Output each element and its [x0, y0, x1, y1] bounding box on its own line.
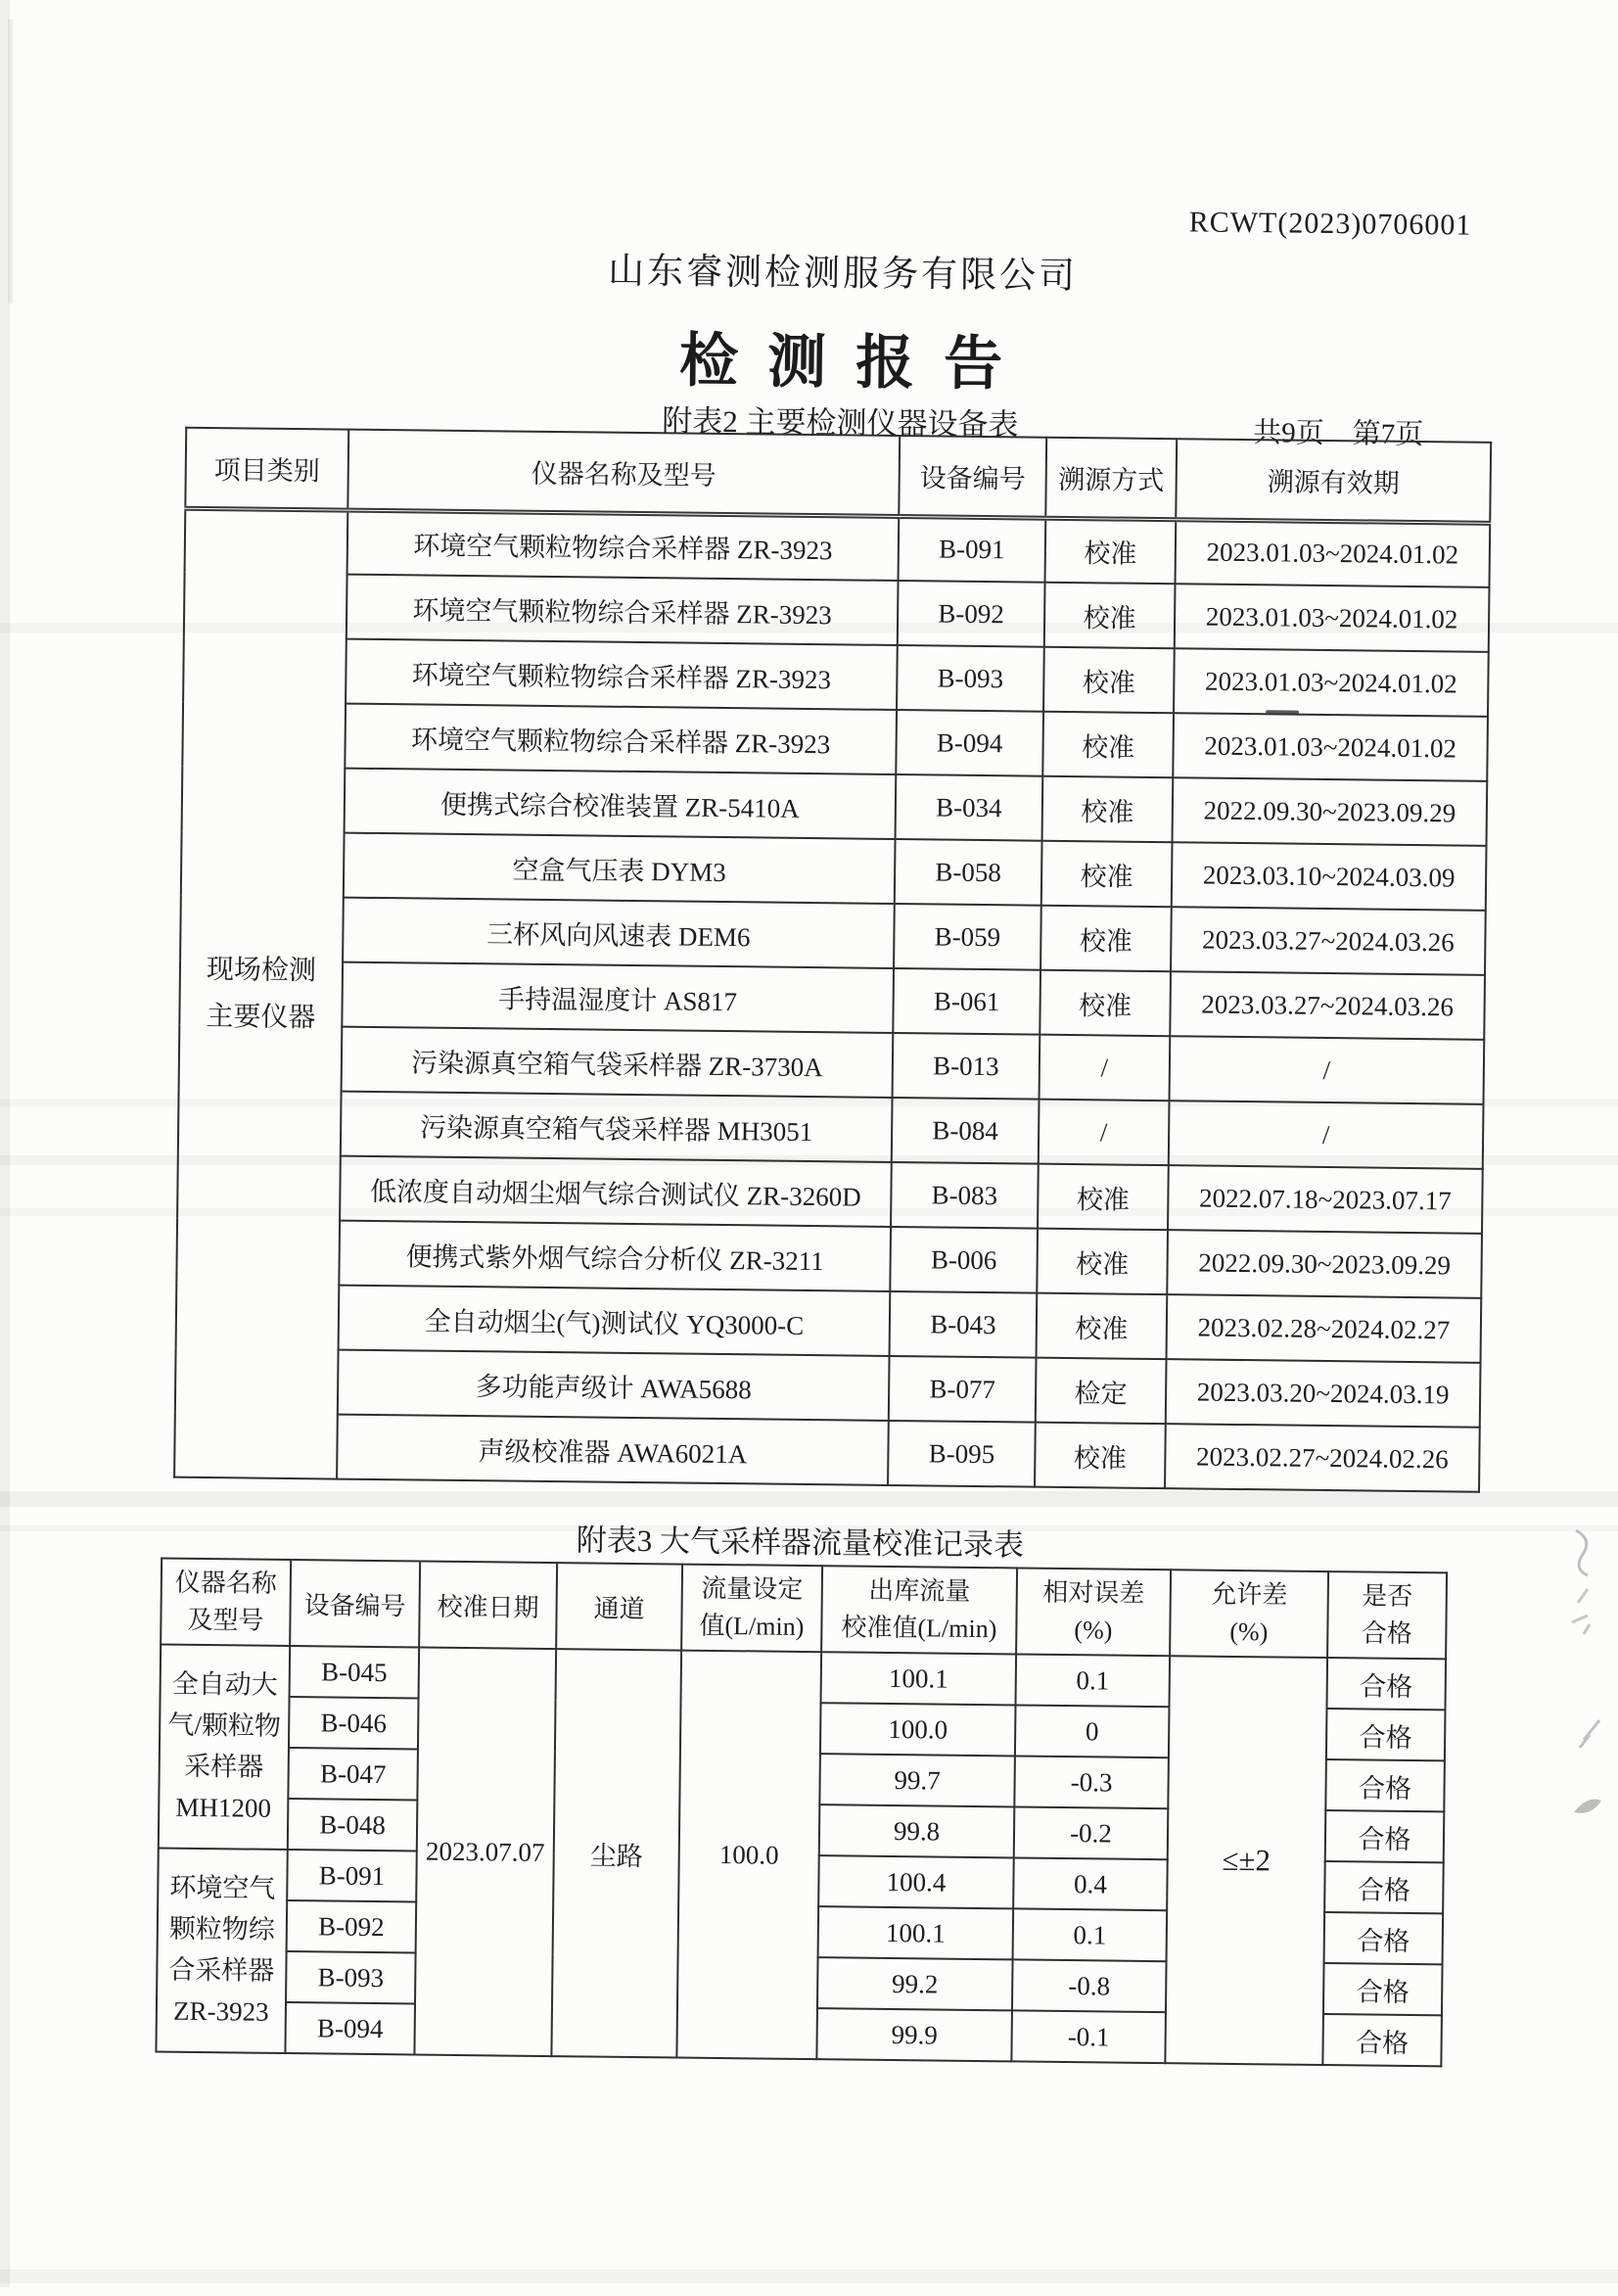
- validity-cell: 2022.07.18~2023.07.17: [1168, 1165, 1483, 1234]
- instrument-name-cell: 空盒气压表 DYM3: [344, 833, 896, 904]
- trace-method-cell: 校准: [1044, 583, 1176, 649]
- instrument-name-cell: 便携式综合校准装置 ZR-5410A: [345, 769, 897, 839]
- trace-method-cell: 校准: [1037, 1229, 1168, 1295]
- trace-method-cell: 校准: [1043, 647, 1175, 714]
- table-header-row: [185, 428, 1491, 523]
- trace-method-cell: 校准: [1038, 1164, 1169, 1231]
- result-cell: 合格: [1323, 1963, 1443, 2015]
- device-code-cell: B-093: [897, 645, 1044, 712]
- device-code-cell: B-046: [289, 1697, 419, 1749]
- result-cell: 合格: [1324, 1912, 1444, 1964]
- report-number: RCWT(2023)0706001: [1188, 206, 1472, 242]
- measured-flow-cell: 100.1: [821, 1652, 1017, 1705]
- scan-dash-artifact: [1266, 710, 1299, 714]
- trace-method-cell: 校准: [1040, 906, 1172, 972]
- result-cell: 合格: [1324, 1861, 1444, 1913]
- device-code-cell: B-092: [898, 581, 1045, 647]
- instrument-name-cell: 污染源真空箱气袋采样器 ZR-3730A: [342, 1027, 894, 1098]
- validity-cell: 2023.03.27~2024.03.26: [1171, 907, 1486, 975]
- device-code-cell: B-048: [288, 1799, 418, 1851]
- trace-method-cell: 检定: [1036, 1358, 1167, 1425]
- device-code-cell: B-083: [891, 1162, 1039, 1229]
- instrument-name-cell: 环境空气颗粒物综合采样器 ZR-3923: [346, 639, 898, 710]
- flow-calibration-table: [155, 1558, 1448, 2068]
- col-header-channel: 通道: [556, 1563, 682, 1650]
- instrument-group-cell: 环境空气 颗粒物综 合采样器 ZR-3923: [156, 1849, 287, 2053]
- trace-method-cell: 校准: [1040, 970, 1171, 1037]
- validity-cell: 2023.03.10~2024.03.09: [1172, 842, 1487, 911]
- instrument-name-cell: 环境空气颗粒物综合采样器 ZR-3923: [345, 704, 897, 774]
- relative-error-cell: 0.1: [1016, 1654, 1171, 1707]
- col-header-category: 项目类别: [185, 428, 348, 510]
- trace-method-cell: /: [1040, 1035, 1171, 1101]
- channel-cell: 尘路: [551, 1649, 681, 2057]
- device-code-cell: B-091: [287, 1850, 417, 1901]
- result-cell: 合格: [1326, 1709, 1446, 1760]
- validity-cell: 2023.01.03~2024.01.02: [1175, 584, 1490, 652]
- col-header-allowed: 允许差 (%): [1170, 1570, 1328, 1658]
- device-code-cell: B-059: [894, 904, 1041, 970]
- device-code-cell: B-094: [285, 2002, 415, 2054]
- device-code-cell: B-077: [889, 1356, 1037, 1423]
- relative-error-cell: -0.8: [1012, 1959, 1167, 2012]
- category-cell: 现场检测 主要仪器: [174, 508, 347, 1479]
- device-code-cell: B-006: [890, 1227, 1038, 1293]
- col-header-measured: 出库流量 校准值(L/min): [821, 1566, 1017, 1654]
- instrument-name-cell: 三杯风向风速表 DEM6: [343, 898, 895, 968]
- relative-error-cell: -0.3: [1014, 1756, 1169, 1808]
- validity-cell: 2023.01.03~2024.01.02: [1176, 519, 1491, 587]
- measured-flow-cell: 99.2: [817, 1957, 1013, 2010]
- device-code-cell: B-084: [892, 1098, 1040, 1164]
- company-name: 山东睿测检测服务有限公司: [607, 251, 1079, 298]
- validity-cell: /: [1170, 1036, 1485, 1104]
- device-code-cell: B-095: [888, 1421, 1036, 1487]
- validity-cell: 2022.09.30~2023.09.29: [1173, 777, 1488, 846]
- device-code-cell: B-013: [893, 1033, 1040, 1100]
- device-code-cell: B-091: [899, 516, 1046, 583]
- measured-flow-cell: 100.4: [818, 1855, 1014, 1908]
- relative-error-cell: 0.4: [1013, 1857, 1168, 1910]
- validity-cell: /: [1169, 1101, 1484, 1169]
- col-header-result: 是否 合格: [1327, 1571, 1447, 1659]
- col-header-instrument: 仪器名称 及型号: [161, 1559, 291, 1646]
- device-code-cell: B-058: [895, 839, 1042, 906]
- validity-cell: 2023.02.27~2024.02.26: [1165, 1424, 1480, 1492]
- instrument-name-cell: 手持温湿度计 AS817: [342, 962, 894, 1033]
- instrument-name-cell: 全自动烟尘(气)测试仪 YQ3000-C: [339, 1286, 891, 1356]
- instrument-name-cell: 环境空气颗粒物综合采样器 ZR-3923: [347, 575, 899, 645]
- instrument-table: [173, 427, 1492, 1493]
- result-cell: 合格: [1325, 1759, 1445, 1811]
- relative-error-cell: 0.1: [1013, 1908, 1168, 1961]
- device-code-cell: B-045: [290, 1646, 420, 1698]
- instrument-name-cell: 环境空气颗粒物综合采样器 ZR-3923: [347, 510, 900, 581]
- measured-flow-cell: 99.9: [816, 2008, 1012, 2061]
- instrument-table-caption: 附表2 主要检测仪器设备表: [662, 403, 1019, 443]
- table-header-row: [161, 1559, 1447, 1660]
- instrument-name-cell: 污染源真空箱气袋采样器 MH3051: [341, 1092, 893, 1162]
- col-header-validity: 溯源有效期: [1176, 439, 1491, 523]
- measured-flow-cell: 99.7: [819, 1754, 1015, 1806]
- allowed-error-cell: ≤±2: [1165, 1656, 1327, 2065]
- instrument-name-cell: 声级校准器 AWA6021A: [337, 1415, 889, 1485]
- trace-method-cell: 校准: [1035, 1423, 1166, 1489]
- device-code-cell: B-047: [288, 1748, 418, 1800]
- instrument-group-cell: 全自动大 气/颗粒物 采样器 MH1200: [159, 1645, 290, 1850]
- set-flow-cell: 100.0: [676, 1651, 821, 2060]
- col-header-code: 设备编号: [290, 1560, 420, 1647]
- relative-error-cell: -0.2: [1014, 1806, 1169, 1859]
- device-code-cell: B-034: [896, 774, 1043, 841]
- instrument-name-cell: 多功能声级计 AWA5688: [338, 1350, 890, 1421]
- validity-cell: 2023.03.27~2024.03.26: [1170, 971, 1485, 1040]
- trace-method-cell: 校准: [1037, 1293, 1168, 1360]
- relative-error-cell: -0.1: [1011, 2010, 1166, 2063]
- relative-error-cell: 0: [1015, 1705, 1170, 1757]
- result-cell: 合格: [1326, 1658, 1446, 1710]
- trace-method-cell: /: [1039, 1100, 1170, 1166]
- validity-cell: 2023.01.03~2024.01.02: [1174, 648, 1489, 717]
- trace-method-cell: 校准: [1042, 776, 1174, 843]
- calibration-date-cell: 2023.07.07: [414, 1648, 556, 2057]
- validity-cell: 2022.09.30~2023.09.29: [1167, 1230, 1482, 1298]
- validity-cell: 2023.02.28~2024.02.27: [1167, 1294, 1482, 1363]
- flow-table-caption: 附表3 大气采样器流量校准记录表: [576, 1523, 1025, 1563]
- measured-flow-cell: 100.0: [820, 1703, 1016, 1756]
- trace-method-cell: 校准: [1041, 841, 1173, 908]
- col-header-name: 仪器名称及型号: [347, 430, 900, 516]
- col-header-method: 溯源方式: [1045, 438, 1177, 520]
- col-header-setflow: 流量设定 值(L/min): [681, 1565, 822, 1653]
- device-code-cell: B-094: [896, 710, 1043, 776]
- measured-flow-cell: 99.8: [819, 1804, 1015, 1857]
- col-header-date: 校准日期: [419, 1562, 557, 1650]
- device-code-cell: B-093: [286, 1951, 416, 2003]
- page-title: 检测报告: [678, 328, 1033, 398]
- device-code-cell: B-092: [287, 1900, 417, 1952]
- page-counter: 共9页 第7页: [1253, 417, 1424, 451]
- instrument-name-cell: 低浓度自动烟尘烟气综合测试仪 ZR-3260D: [340, 1156, 892, 1227]
- result-cell: 合格: [1322, 2014, 1442, 2066]
- table-row: [174, 1413, 1480, 1492]
- instrument-name-cell: 便携式紫外烟气综合分析仪 ZR-3211: [339, 1221, 891, 1291]
- measured-flow-cell: 100.1: [818, 1906, 1014, 1959]
- col-header-error: 相对误差 (%): [1016, 1568, 1171, 1656]
- result-cell: 合格: [1325, 1810, 1445, 1862]
- col-header-code: 设备编号: [899, 436, 1046, 518]
- trace-method-cell: 校准: [1045, 518, 1177, 585]
- device-code-cell: B-043: [890, 1291, 1038, 1358]
- device-code-cell: B-061: [893, 968, 1040, 1035]
- validity-cell: 2023.03.20~2024.03.19: [1166, 1359, 1481, 1428]
- trace-method-cell: 校准: [1042, 712, 1174, 778]
- validity-cell: 2023.01.03~2024.01.02: [1173, 713, 1488, 781]
